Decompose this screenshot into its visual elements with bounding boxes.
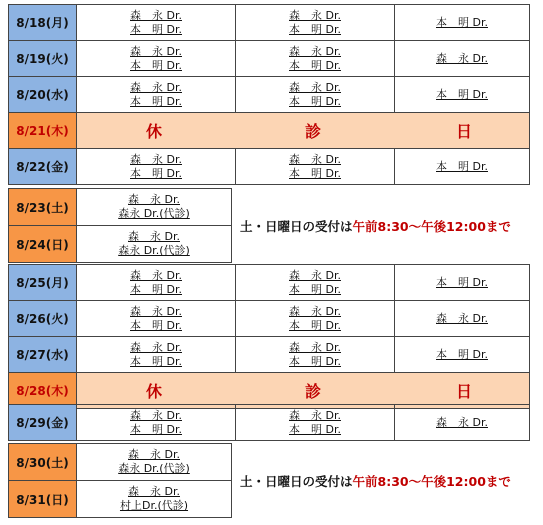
weekend-row — [8, 188, 232, 226]
doctor-name: 本 明 Dr. — [130, 318, 182, 332]
doctor-name: 森 永 Dr. — [128, 448, 180, 461]
evening-doctor — [394, 76, 530, 113]
date-cell: 8/28(木) — [8, 372, 77, 409]
weekend-row — [8, 480, 232, 518]
doctor-name: 本 明 Dr. — [289, 354, 341, 368]
evening-doctor — [394, 4, 530, 41]
doctor-name: 森 永 Dr. — [289, 44, 341, 58]
afternoon-doctors — [235, 300, 395, 337]
note-prefix: 土・日曜日の受付は — [240, 474, 353, 489]
date-cell: 8/22(金) — [8, 148, 77, 185]
morning-doctors — [76, 404, 236, 441]
note-hours: 午前8:30～午後12:00まで — [352, 474, 511, 489]
schedule-row — [8, 264, 530, 301]
afternoon-doctors — [235, 148, 395, 185]
doctor-name: 森 永 Dr. — [130, 8, 182, 22]
date-cell: 8/20(水) — [8, 76, 77, 113]
doctor-name: 本 明 Dr. — [289, 22, 341, 36]
doctor-name: 本 明 Dr. — [130, 22, 182, 36]
doctor-name: 森永 Dr.(代診) — [118, 244, 190, 257]
doctor-name: 本 明 Dr. — [130, 166, 182, 180]
closed-day-row — [8, 112, 530, 149]
weekend-reception-note — [240, 472, 511, 490]
doctor-name: 本 明 Dr. — [436, 275, 488, 289]
closed-label: 休 — [146, 382, 163, 401]
morning-doctors — [76, 148, 236, 185]
morning-doctors — [76, 300, 236, 337]
weekend-row — [8, 225, 232, 263]
date-cell: 8/26(火) — [8, 300, 77, 337]
doctor-name: 森 永 Dr. — [128, 193, 180, 206]
weekend-doctors — [76, 225, 232, 263]
note-prefix: 土・日曜日の受付は — [240, 219, 353, 234]
doctor-name: 森 永 Dr. — [130, 44, 182, 58]
morning-doctors — [76, 336, 236, 373]
doctor-name: 本 明 Dr. — [289, 422, 341, 436]
doctor-name: 本 明 Dr. — [436, 15, 488, 29]
doctor-name: 本 明 Dr. — [289, 58, 341, 72]
morning-doctors — [76, 76, 236, 113]
doctor-name: 森 永 Dr. — [436, 51, 488, 65]
doctor-name: 森 永 Dr. — [130, 408, 182, 422]
doctor-name: 本 明 Dr. — [289, 94, 341, 108]
doctor-name: 森 永 Dr. — [289, 304, 341, 318]
date-cell: 8/31(日) — [8, 480, 77, 518]
date-cell: 8/21(木) — [8, 112, 77, 149]
weekend-doctors — [76, 480, 232, 518]
doctor-name: 本 明 Dr. — [289, 318, 341, 332]
morning-doctors — [76, 4, 236, 41]
doctor-name: 本 明 Dr. — [130, 58, 182, 72]
weekend-row — [8, 443, 232, 481]
closed-label: 休 — [146, 122, 163, 141]
doctor-name: 本 明 Dr. — [130, 282, 182, 296]
doctor-name: 森 永 Dr. — [289, 408, 341, 422]
evening-doctor — [394, 40, 530, 77]
doctor-name: 村上Dr.(代診) — [119, 499, 189, 512]
date-cell: 8/24(日) — [8, 225, 77, 263]
afternoon-doctors — [235, 336, 395, 373]
date-cell: 8/23(土) — [8, 188, 77, 226]
doctor-name: 森 永 Dr. — [130, 80, 182, 94]
morning-doctors — [76, 264, 236, 301]
doctor-name: 森永 Dr.(代診) — [118, 462, 190, 475]
doctor-name: 森 永 Dr. — [289, 340, 341, 354]
closed-label: 診 — [305, 122, 322, 141]
doctor-name: 本 明 Dr. — [130, 94, 182, 108]
closed-label: 診 — [305, 382, 322, 401]
weekend-doctors — [76, 443, 232, 481]
doctor-name: 森 永 Dr. — [128, 230, 180, 243]
evening-doctor — [394, 264, 530, 301]
weekend-reception-note — [240, 217, 511, 235]
doctor-name: 本 明 Dr. — [436, 87, 488, 101]
date-cell: 8/25(月) — [8, 264, 77, 301]
evening-doctor — [394, 148, 530, 185]
doctor-name: 本 明 Dr. — [436, 347, 488, 361]
schedule-row — [8, 148, 530, 185]
doctor-name: 森 永 Dr. — [289, 152, 341, 166]
evening-doctor — [394, 300, 530, 337]
closed-label: 日 — [456, 382, 473, 401]
doctor-name: 本 明 Dr. — [436, 159, 488, 173]
doctor-name: 本 明 Dr. — [130, 422, 182, 436]
schedule-row — [8, 76, 530, 113]
date-cell: 8/18(月) — [8, 4, 77, 41]
doctor-name: 本 明 Dr. — [289, 282, 341, 296]
doctor-name: 森永 Dr.(代診) — [118, 207, 190, 220]
schedule-row — [8, 300, 530, 337]
closed-label: 日 — [456, 122, 473, 141]
schedule-row — [8, 336, 530, 373]
schedule-row — [8, 404, 530, 441]
afternoon-doctors — [235, 40, 395, 77]
doctor-name: 森 永 Dr. — [130, 268, 182, 282]
evening-doctor — [394, 336, 530, 373]
doctor-name: 森 永 Dr. — [289, 268, 341, 282]
doctor-name: 本 明 Dr. — [289, 166, 341, 180]
date-cell: 8/29(金) — [8, 404, 77, 441]
date-cell: 8/19(火) — [8, 40, 77, 77]
date-cell: 8/30(土) — [8, 443, 77, 481]
schedule-row — [8, 40, 530, 77]
doctor-name: 森 永 Dr. — [130, 340, 182, 354]
note-hours: 午前8:30～午後12:00まで — [352, 219, 511, 234]
schedule-row — [8, 4, 530, 41]
afternoon-doctors — [235, 4, 395, 41]
doctor-name: 本 明 Dr. — [130, 354, 182, 368]
doctor-name: 森 永 Dr. — [289, 80, 341, 94]
morning-doctors — [76, 40, 236, 77]
afternoon-doctors — [235, 76, 395, 113]
doctor-name: 森 永 Dr. — [130, 152, 182, 166]
evening-doctor — [394, 404, 530, 441]
date-cell: 8/27(水) — [8, 336, 77, 373]
weekend-doctors — [76, 188, 232, 226]
weekend-block — [8, 443, 232, 518]
weekend-block — [8, 188, 232, 263]
doctor-name: 森 永 Dr. — [128, 485, 180, 498]
doctor-name: 森 永 Dr. — [436, 415, 488, 429]
afternoon-doctors — [235, 264, 395, 301]
afternoon-doctors — [235, 404, 395, 441]
doctor-name: 森 永 Dr. — [436, 311, 488, 325]
doctor-name: 森 永 Dr. — [289, 8, 341, 22]
doctor-name: 森 永 Dr. — [130, 304, 182, 318]
